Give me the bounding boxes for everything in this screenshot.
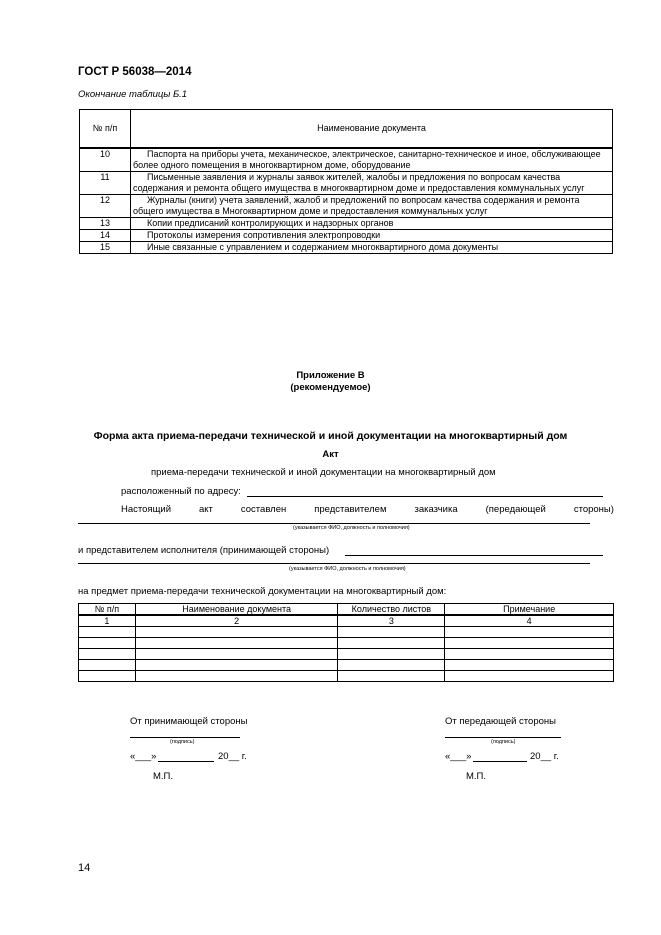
empty-cell[interactable] (79, 627, 136, 638)
row-document-name: Иные связанные с управлением и содержанием многоквартирного дома документы (131, 242, 613, 254)
transferring-date-year: 20__ г. (530, 751, 559, 762)
table-row (80, 148, 613, 172)
document-standard-code: ГОСТ Р 56038—2014 (78, 66, 192, 78)
act-subheading: приема-передачи технической и иной документации на многоквартирный дом (151, 467, 496, 478)
table-row (80, 242, 613, 254)
table-row (80, 195, 613, 218)
receiving-date-day: «___» (130, 751, 157, 762)
statement-word: представителем (314, 504, 387, 515)
customer-rep-hint: (указывается ФИО, должность и полномочия) (293, 525, 410, 531)
transferring-signature-hint: (подпись) (491, 739, 516, 745)
column-index: 3 (338, 615, 445, 627)
header-number: № п/п (79, 604, 136, 616)
appendix-title: Приложение В (296, 370, 365, 381)
empty-cell[interactable] (445, 638, 614, 649)
statement-word: (передающей (485, 504, 546, 515)
empty-cell[interactable] (79, 660, 136, 671)
column-header-number: № п/п (80, 110, 131, 149)
empty-cell[interactable] (338, 627, 445, 638)
empty-cell[interactable] (79, 649, 136, 660)
empty-cell[interactable] (445, 671, 614, 682)
address-label: расположенный по адресу: (121, 486, 241, 497)
column-index: 4 (445, 615, 614, 627)
row-number: 10 (80, 148, 131, 172)
row-document-name: Письменные заявления и журналы заявок жителей, жалобы и предложения по вопросам качества содержания и ремонта общего имущества в многоквартирном доме и предоставления коммунальных услуг (131, 172, 613, 195)
empty-cell[interactable] (338, 671, 445, 682)
transfer-table-header (79, 604, 614, 616)
receiving-signature-line (130, 737, 240, 738)
row-number: 11 (80, 172, 131, 195)
table-row (79, 627, 614, 638)
transferring-signature-line (445, 737, 561, 738)
act-heading: Акт (322, 449, 339, 460)
customer-rep-underline (78, 523, 590, 524)
empty-cell[interactable] (135, 627, 338, 638)
empty-cell[interactable] (338, 638, 445, 649)
table-row (80, 172, 613, 195)
statement-word: заказчика (414, 504, 458, 515)
statement-word: стороны) (573, 504, 614, 515)
row-document-name: Журналы (книги) учета заявлений, жалоб и предложений по вопросам качества содержания и ремонта общего имущества в Многоквартирном доме и предоставления коммунальных услуг (131, 195, 613, 218)
transferring-stamp-place: М.П. (466, 771, 487, 782)
form-title: Форма акта приема-передачи технической и иной документации на многоквартирный дом (93, 430, 568, 442)
header-note: Примечание (445, 604, 614, 616)
address-underline (247, 496, 603, 497)
table-row (80, 218, 613, 230)
statement-word: акт (199, 504, 213, 515)
row-document-name: Копии предписаний контролирующих и надзорных органов (131, 218, 613, 230)
executor-rep-hint: (указывается ФИО, должность и полномочия) (289, 566, 406, 572)
receiving-stamp-place: М.П. (153, 771, 174, 782)
empty-cell[interactable] (445, 627, 614, 638)
empty-cell[interactable] (135, 638, 338, 649)
empty-cell[interactable] (79, 671, 136, 682)
empty-cell[interactable] (445, 649, 614, 660)
row-number: 13 (80, 218, 131, 230)
transfer-table (78, 603, 614, 682)
empty-cell[interactable] (79, 638, 136, 649)
statement-word: Настоящий (121, 504, 171, 515)
receiving-signature-hint: (подпись) (170, 739, 195, 745)
page-number: 14 (78, 862, 91, 874)
appendix-subtitle: (рекомендуемое) (290, 382, 371, 393)
transferring-side-label: От передающей стороны (445, 716, 556, 727)
statement-word: составлен (240, 504, 287, 515)
empty-cell[interactable] (445, 660, 614, 671)
receiving-date-year: 20__ г. (218, 751, 247, 762)
executor-rep-underline (345, 555, 603, 556)
transferring-date-day: «___» (445, 751, 472, 762)
receiving-date-month-line (158, 761, 214, 762)
header-sheet-count: Количество листов (338, 604, 445, 616)
empty-cell[interactable] (135, 649, 338, 660)
executor-rep-label: и представителем исполнителя (принимающей стороны) (78, 545, 330, 556)
empty-cell[interactable] (338, 649, 445, 660)
executor-rep-underline-2 (78, 563, 590, 564)
table-row (79, 660, 614, 671)
row-number: 12 (80, 195, 131, 218)
table-row (79, 638, 614, 649)
column-index: 1 (79, 615, 136, 627)
table-header-row (80, 110, 613, 149)
empty-cell[interactable] (135, 660, 338, 671)
row-document-name: Протоколы измерения сопротивления электропроводки (131, 230, 613, 242)
column-index: 2 (135, 615, 338, 627)
row-document-name: Паспорта на приборы учета, механическое, электрическое, санитарно-техническое и иное, обслуживающее более одного помещения в многоквартирном доме, оборудование (131, 148, 613, 172)
act-statement-line (121, 504, 614, 515)
column-header-name: Наименование документа (131, 110, 613, 149)
table-row (79, 671, 614, 682)
transferring-date-month-line (473, 761, 527, 762)
row-number: 14 (80, 230, 131, 242)
table-row (79, 649, 614, 660)
empty-cell[interactable] (338, 660, 445, 671)
empty-cell[interactable] (135, 671, 338, 682)
document-list-table (79, 109, 613, 254)
receiving-side-label: От принимающей стороны (130, 716, 248, 727)
table-continuation-caption: Окончание таблицы Б.1 (78, 89, 188, 100)
column-number-row (79, 615, 614, 627)
transfer-subject: на предмет приема-передачи технической документации на многоквартирный дом: (78, 586, 447, 597)
table-row (80, 230, 613, 242)
header-document-name: Наименование документа (135, 604, 338, 616)
row-number: 15 (80, 242, 131, 254)
